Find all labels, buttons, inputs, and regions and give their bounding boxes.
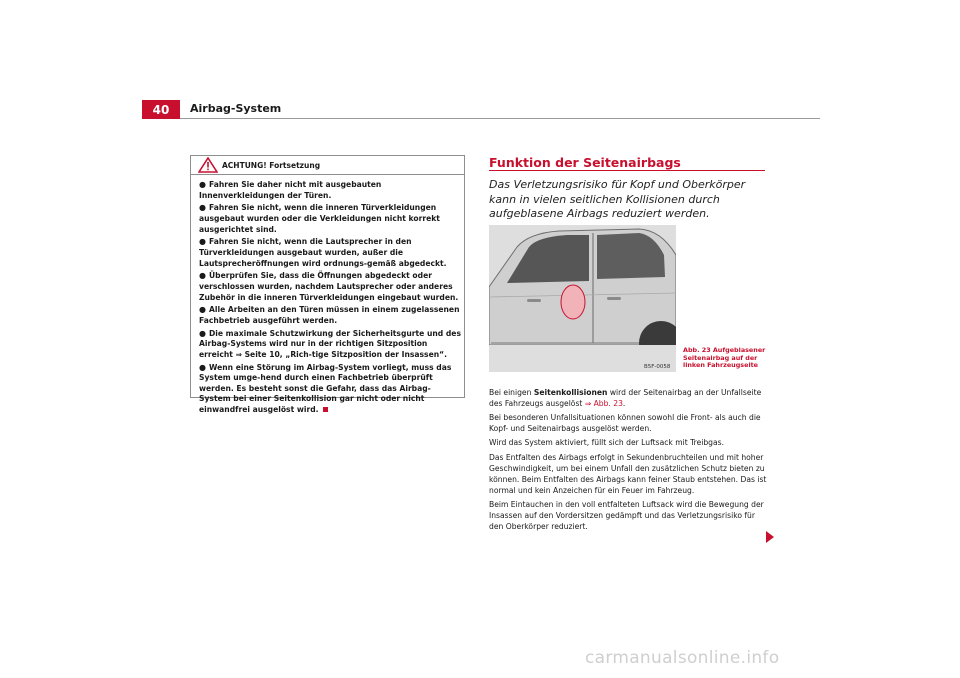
paragraph: Wird das System aktiviert, füllt sich der Luftsack mit Treibgas. <box>489 438 725 448</box>
figure-reference-link[interactable]: ⇒ Abb. 23 <box>584 399 623 408</box>
paragraph: Das Entfalten des Airbags erfolgt in Sekundenbruchteilen und mit hoher Geschwindigkeit, um bei einem Unfall den zusätzlichen Schutz bieten zu können. Beim Entfalten des Airbags kann feiner Staub entstehen. Das ist normal und kein Anzeichen für ein Feuer im Fahrzeug. <box>489 452 767 495</box>
bullet-icon: ● <box>199 203 206 213</box>
header-divider <box>180 118 820 119</box>
figure-side-airbag <box>489 225 676 372</box>
warning-label: ACHTUNG! Fortsetzung <box>222 160 321 170</box>
warning-triangle-icon <box>198 157 218 173</box>
end-marker-icon <box>323 407 328 412</box>
list-item: ● Alle Arbeiten an den Türen müssen in einem zugelassenen Fachbetrieb ausgeführt werden. <box>199 305 460 325</box>
figure-code: B5F-0058 <box>644 364 671 370</box>
next-page-arrow-icon[interactable] <box>766 531 774 543</box>
list-item: ● Fahren Sie nicht, wenn die inneren Türverkleidungen ausgebaut wurden oder die Verkleidungen nicht korrekt ausgerichtet sind. <box>199 203 440 234</box>
bullet-icon: ● <box>199 271 206 281</box>
bullet-icon: ● <box>199 328 206 338</box>
paragraph: Beim Eintauchen in den voll entfalteten Luftsack wird die Bewegung der Insassen auf den Vordersitzen gedämpft und das Verletzungsrisiko für den Oberkörper reduziert. <box>489 499 764 531</box>
bullet-icon: ● <box>199 237 206 247</box>
warning-box <box>190 155 465 414</box>
warning-header <box>191 156 464 175</box>
list-item: ● Die maximale Schutzwirkung der Sicherheitsgurte und des Airbag-Systems wird nur in der richtigen Sitzposition erreicht ⇒ Seite 10, „Rich-tige Sitzposition der Insassen“. <box>199 328 461 359</box>
body-text <box>489 387 769 535</box>
bullet-icon: ● <box>199 362 206 372</box>
warning-list <box>199 180 461 418</box>
page-number: 40 <box>142 100 180 119</box>
list-item: ● Fahren Sie nicht, wenn die Lautsprecher in den Türverkleidungen ausgebaut wurden, außer die Lautsprecheröffnungen wird ordnungs-gemäß abgedeckt. <box>199 237 447 268</box>
bullet-icon: ● <box>199 180 206 189</box>
figure-caption: Abb. 23 Aufgeblasener Seitenairbag auf der linken Fahrzeugseite <box>683 346 766 370</box>
bullet-icon: ● <box>199 305 206 315</box>
paragraph: Bei besonderen Unfallsituationen können sowohl die Front- als auch die Kopf- und Seitenairbags ausgelöst werden. <box>489 413 761 434</box>
watermark: carmanualsonline.info <box>585 648 780 668</box>
list-item: ● Überprüfen Sie, dass die Öffnungen abgedeckt oder verschlossen wurden, nachdem Lautsprecher oder anderes Zubehör in die inneren Türverkleidungen eingebaut wurden. <box>199 271 459 302</box>
list-item: ● Fahren Sie daher nicht mit ausgebauten Innenverkleidungen der Türen. <box>199 180 382 200</box>
section-title: Funktion der Seitenairbags <box>489 155 681 170</box>
chapter-title: Airbag-System <box>190 102 282 115</box>
list-item: ● Wenn eine Störung im Airbag-System vorliegt, muss das System umge-hend durch einen Fachbetrieb überprüft werden. Es besteht sonst die Gefahr, dass das Airbag-System bei einer Seitenkollision gar nicht oder nicht einwandfrei ausgelöst wird. <box>199 362 452 414</box>
car-illustration <box>489 225 676 372</box>
section-intro: Das Verletzungsrisiko für Kopf und Oberkörper kann in vielen seitlichen Kollisionen durch aufgeblasene Airbags reduziert werden. <box>489 178 746 220</box>
section-divider <box>489 170 765 171</box>
paragraph: Bei einigen Seitenkollisionen wird der Seitenairbag an der Unfallseite des Fahrzeugs ausgelöst ⇒ Abb. 23. <box>489 388 762 408</box>
